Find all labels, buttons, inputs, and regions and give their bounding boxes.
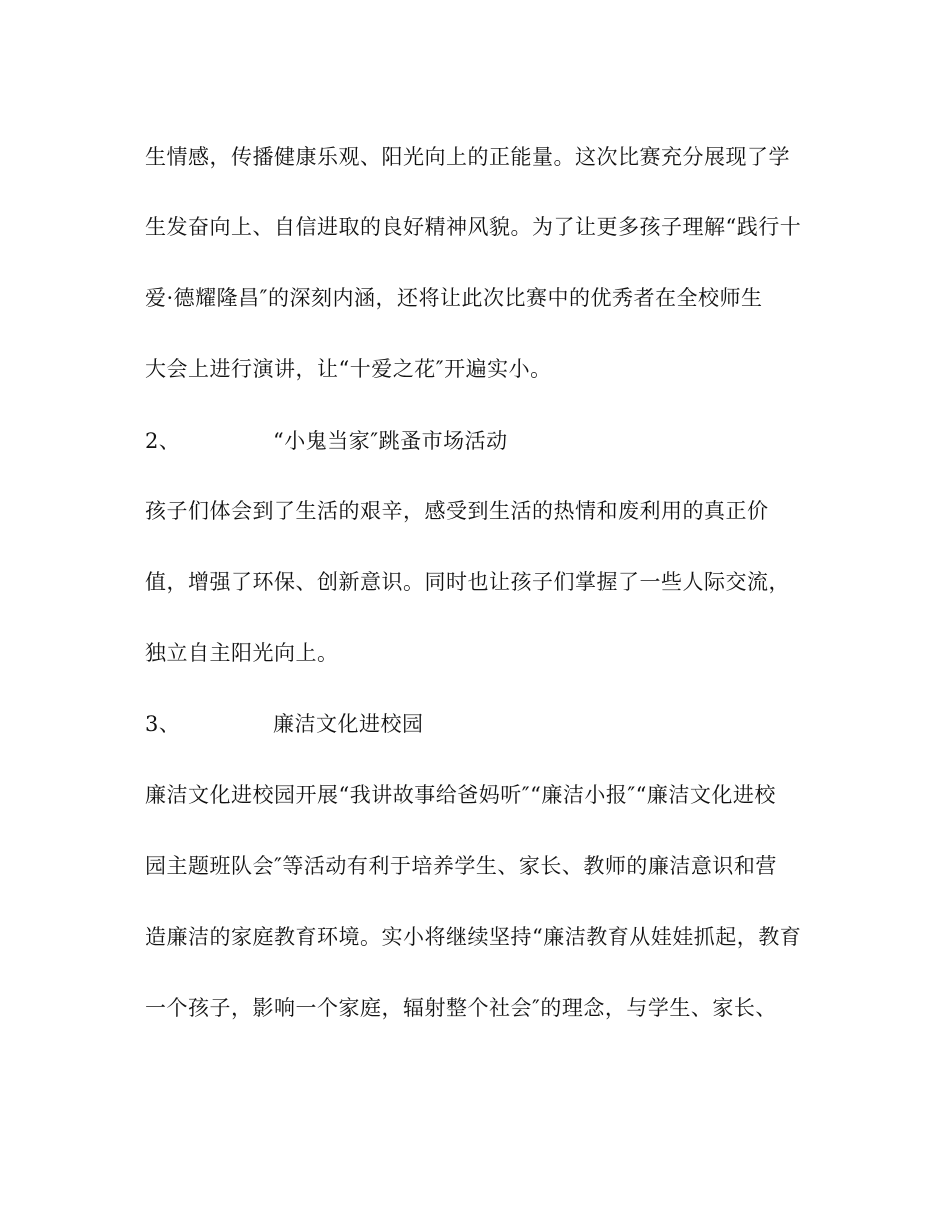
paragraph-line: 爱·德耀隆昌″的深刻内涵，还将让此次比赛中的优秀者在全校师生 <box>145 286 763 310</box>
section-number: 2、 <box>145 429 181 453</box>
section-title: “小鬼当家″跳蚤市场活动 <box>273 429 508 453</box>
paragraph-line: 独立自主阳光向上。 <box>145 641 339 665</box>
section-heading <box>145 711 424 737</box>
paragraph-line: 生发奋向上、自信进取的良好精神风貌。为了让更多孩子理解“践行十 <box>145 215 802 239</box>
section-number: 3、 <box>145 712 181 736</box>
paragraph-line: 孩子们体会到了生活的艰辛，感受到生活的热情和废利用的真正价 <box>145 499 769 523</box>
paragraph-line: 一个孩子，影响一个家庭，辐射整个社会″的理念，与学生、家长、 <box>145 996 777 1020</box>
paragraph-line: 大会上进行演讲，让“十爱之花″开遍实小。 <box>145 357 552 381</box>
paragraph-line: 生情感，传播健康乐观、阳光向上的正能量。这次比赛充分展现了学 <box>145 145 790 169</box>
section-title: 廉洁文化进校园 <box>273 712 424 736</box>
paragraph-line: 值，增强了环保、创新意识。同时也让孩子们掌握了一些人际交流， <box>145 570 790 594</box>
paragraph-line: 造廉洁的家庭教育环境。实小将继续坚持“廉洁教育从娃娃抓起，教育 <box>145 925 802 949</box>
paragraph-line: 廉洁文化进校园开展“我讲故事给爸妈听″“廉洁小报″“廉洁文化进校 <box>145 783 776 807</box>
paragraph-line: 园主题班队会″等活动有利于培养学生、家长、教师的廉洁意识和营 <box>145 854 777 878</box>
section-heading <box>145 428 508 454</box>
